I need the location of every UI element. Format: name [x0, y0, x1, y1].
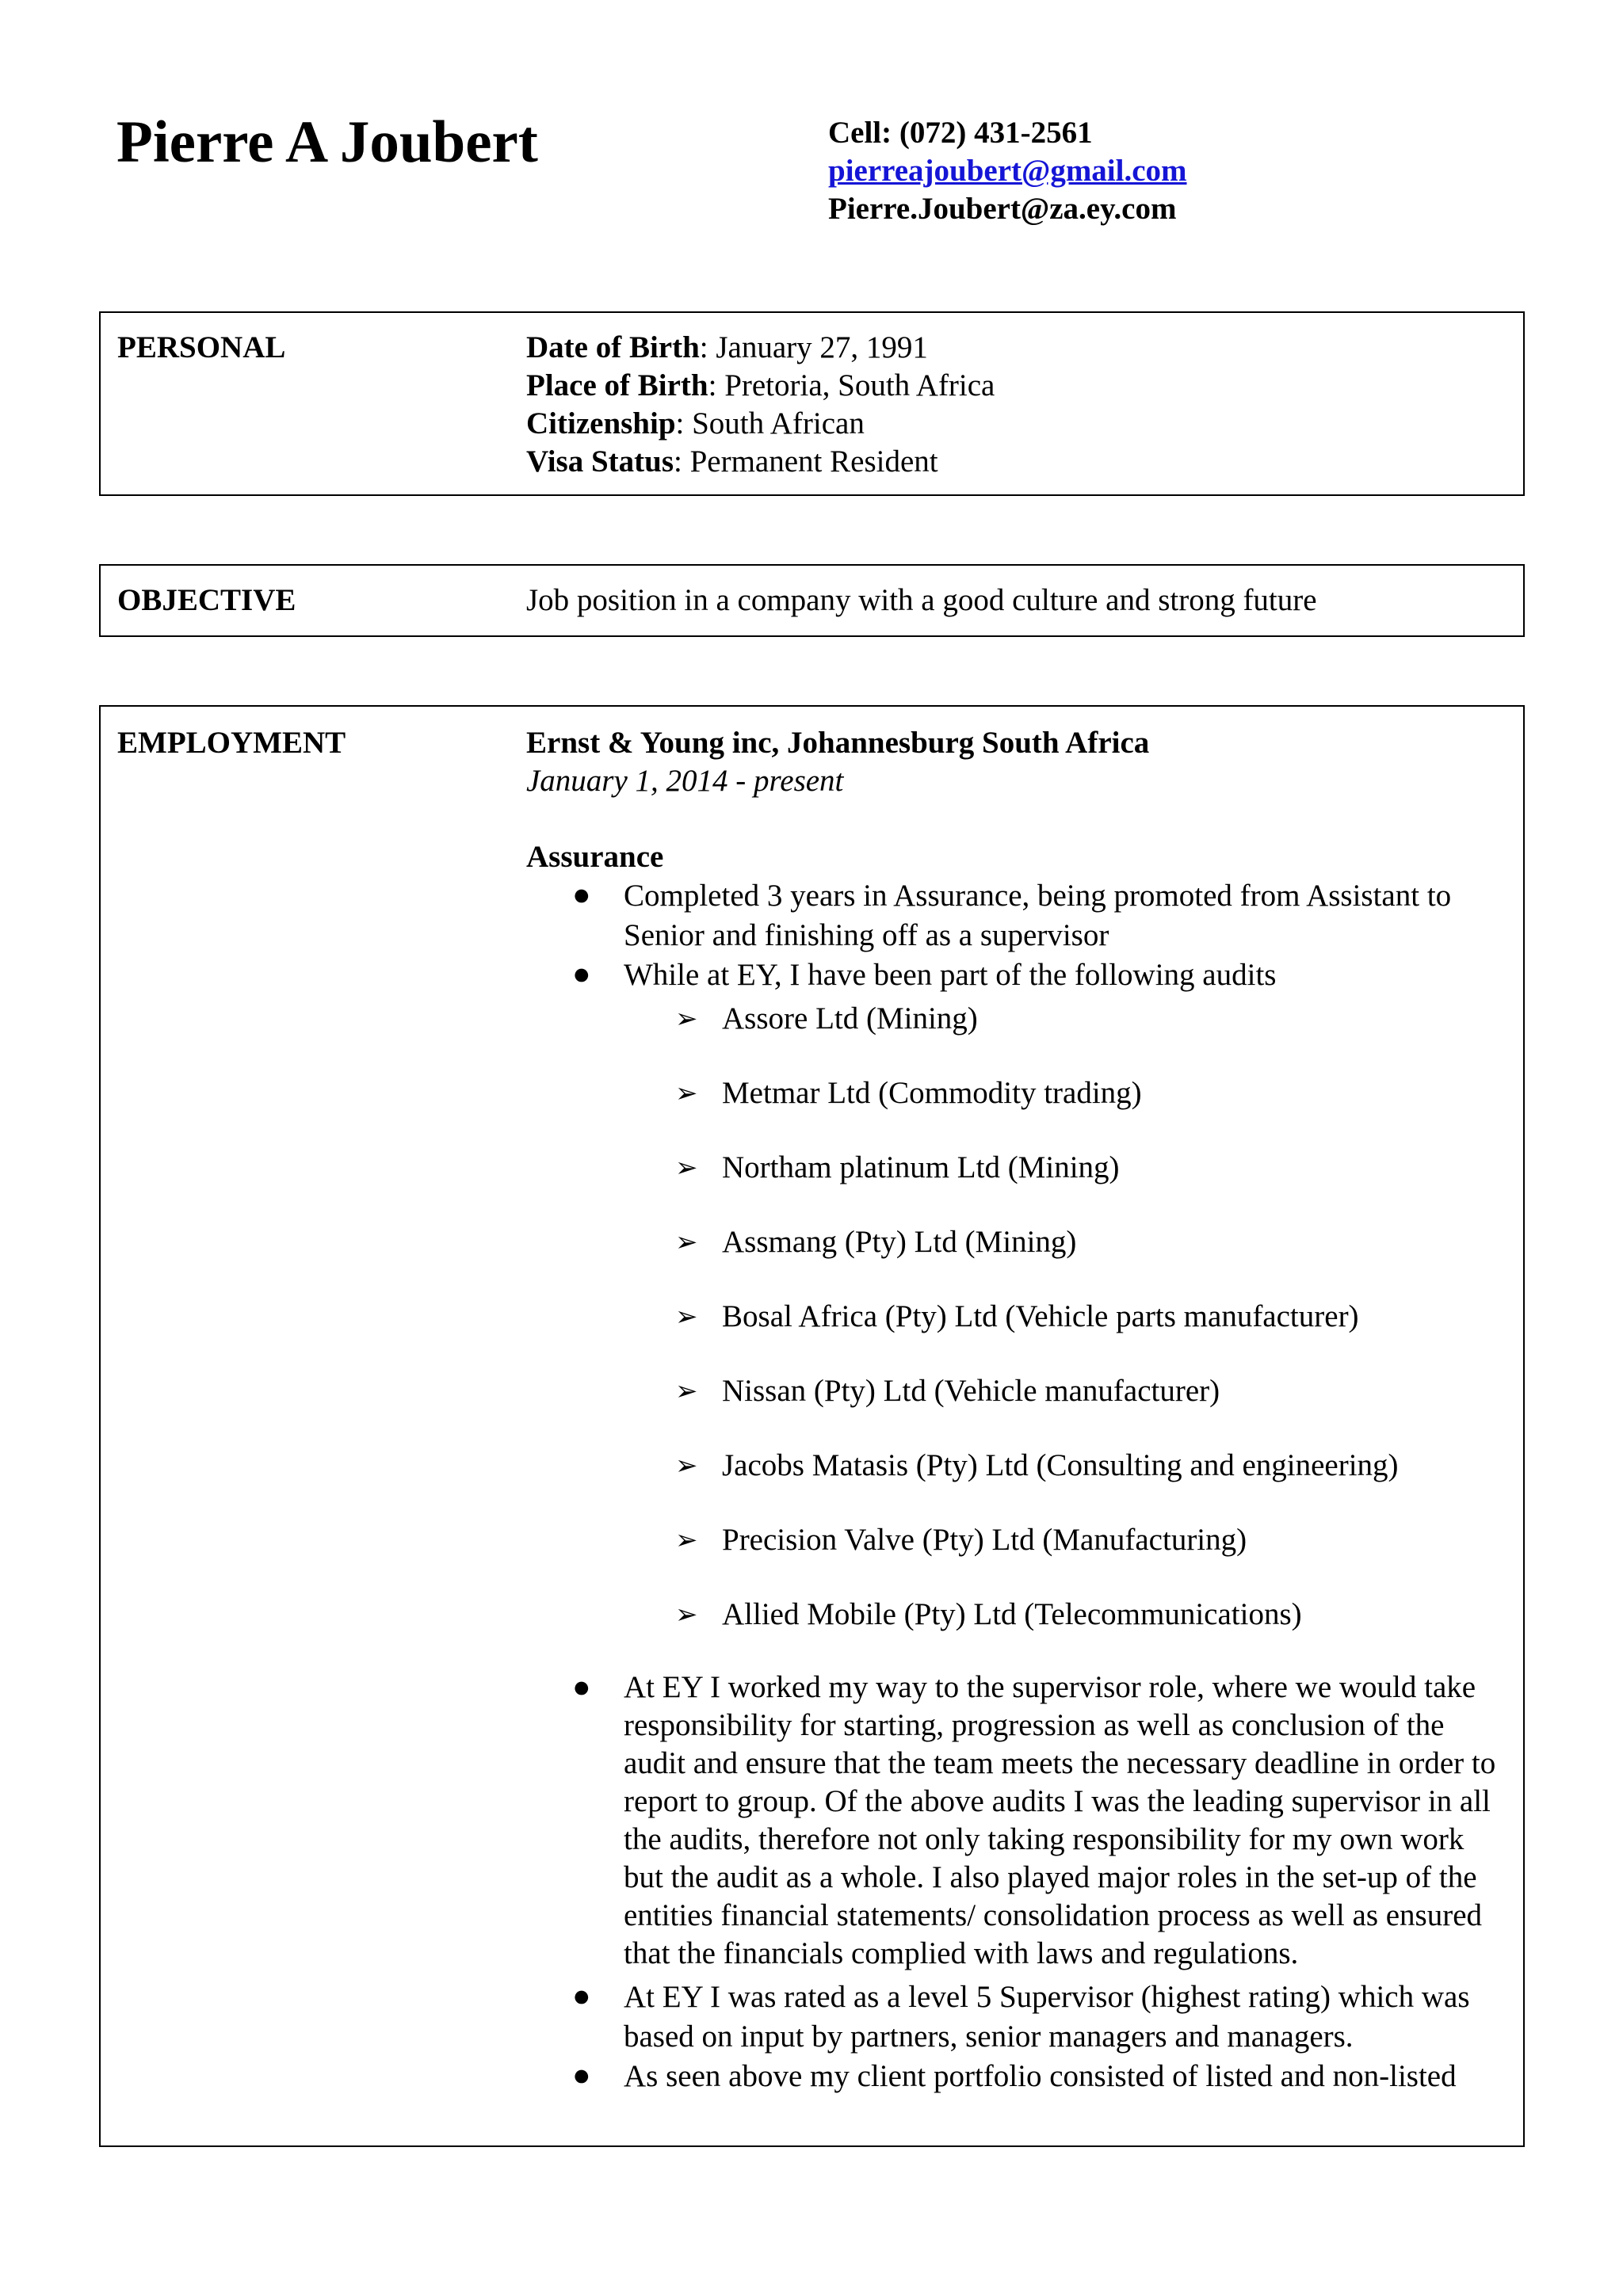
arrow-bullet-icon: ➢ [675, 1450, 698, 1482]
arrow-bullet-icon: ➢ [675, 1152, 698, 1184]
audit-item: ➢ Assore Ltd (Mining) [526, 1000, 1507, 1038]
pob-label: Place of Birth [526, 368, 708, 402]
bullet-icon: ● [572, 1979, 591, 2013]
arrow-bullet-icon: ➢ [675, 1524, 698, 1556]
audit-item: ➢ Nissan (Pty) Ltd (Vehicle manufacturer) [526, 1372, 1507, 1410]
audit-item: ➢ Northam platinum Ltd (Mining) [526, 1149, 1507, 1187]
dob-label: Date of Birth [526, 330, 700, 364]
visa-label: Visa Status [526, 444, 674, 479]
objective-section [99, 564, 1525, 637]
work-email: Pierre.Joubert@za.ey.com [828, 192, 1177, 226]
arrow-bullet-icon: ➢ [675, 1003, 698, 1035]
citizenship-value: : South African [675, 406, 865, 441]
audit-item: ➢ Jacobs Matasis (Pty) Ltd (Consulting and engineering) [526, 1447, 1507, 1485]
list-item: ● Completed 3 years in Assurance, being promoted from Assistant to Senior and finishing off as a supervisor [572, 878, 1452, 952]
employment-label: EMPLOYMENT [117, 726, 346, 760]
arrow-bullet-icon: ➢ [675, 1226, 698, 1258]
objective-label: OBJECTIVE [117, 583, 296, 617]
cell-phone: Cell: (072) 431-2561 [828, 116, 1093, 150]
audit-item: ➢ Bosal Africa (Pty) Ltd (Vehicle parts manufacturer) [526, 1298, 1507, 1336]
arrow-bullet-icon: ➢ [675, 1301, 698, 1333]
candidate-name: Pierre A Joubert [116, 109, 538, 175]
personal-section [99, 311, 1525, 496]
employment-details [526, 724, 1507, 2096]
bullet-icon: ● [572, 878, 591, 912]
pob-value: : Pretoria, South Africa [708, 368, 995, 402]
pob-row [526, 367, 1507, 405]
audit-item: ➢ Assmang (Pty) Ltd (Mining) [526, 1223, 1507, 1261]
citizenship-label: Citizenship [526, 406, 676, 441]
list-item: ● At EY I worked my way to the supervisor role, where we would take responsibility for starting, progression as well as conclusion of the audit and ensure that the team meets the necessary deadline in order to report to group. Of the above audits I was the leading supervisor in all the audits, therefore not only taking responsibility for my own work but the audit as a whole. I also played major roles in the set-up of the entities financial statements/ consolidation process as well as ensured that the financials complied with laws and regulations. [572, 1670, 1496, 1970]
personal-details [526, 329, 1507, 481]
bullet-icon: ● [572, 2058, 591, 2092]
employer-name: Ernst & Young inc, Johannesburg South Africa [526, 726, 1150, 760]
visa-value: : Permanent Resident [674, 444, 938, 479]
audit-item: ➢ Precision Valve (Pty) Ltd (Manufacturing) [526, 1521, 1507, 1559]
dob-value: : January 27, 1991 [699, 330, 928, 364]
audit-item: ➢ Allied Mobile (Pty) Ltd (Telecommunications) [526, 1596, 1507, 1634]
contact-block [828, 114, 1187, 228]
list-item: ● At EY I was rated as a level 5 Supervisor (highest rating) which was based on input by partners, senior managers and managers. [572, 1979, 1470, 2054]
arrow-bullet-icon: ➢ [675, 1375, 698, 1407]
arrow-bullet-icon: ➢ [675, 1599, 698, 1630]
assurance-heading: Assurance [526, 840, 664, 874]
employment-section [99, 705, 1525, 2147]
employment-dates: January 1, 2014 - present [526, 764, 844, 798]
audit-item: ➢ Metmar Ltd (Commodity trading) [526, 1074, 1507, 1112]
visa-row [526, 443, 1507, 481]
bullet-icon: ● [572, 1670, 591, 1704]
personal-email-link[interactable]: pierreajoubert@gmail.com [828, 154, 1187, 188]
list-item: ● As seen above my client portfolio consisted of listed and non-listed [572, 2058, 1457, 2093]
dob-row [526, 329, 1507, 367]
arrow-bullet-icon: ➢ [675, 1077, 698, 1109]
list-item: ● While at EY, I have been part of the following audits [572, 957, 1277, 992]
personal-label: PERSONAL [117, 330, 286, 364]
objective-text: Job position in a company with a good culture and strong future [526, 583, 1317, 617]
citizenship-row [526, 405, 1507, 443]
bullet-icon: ● [572, 957, 591, 991]
audit-list [526, 1000, 1507, 1634]
